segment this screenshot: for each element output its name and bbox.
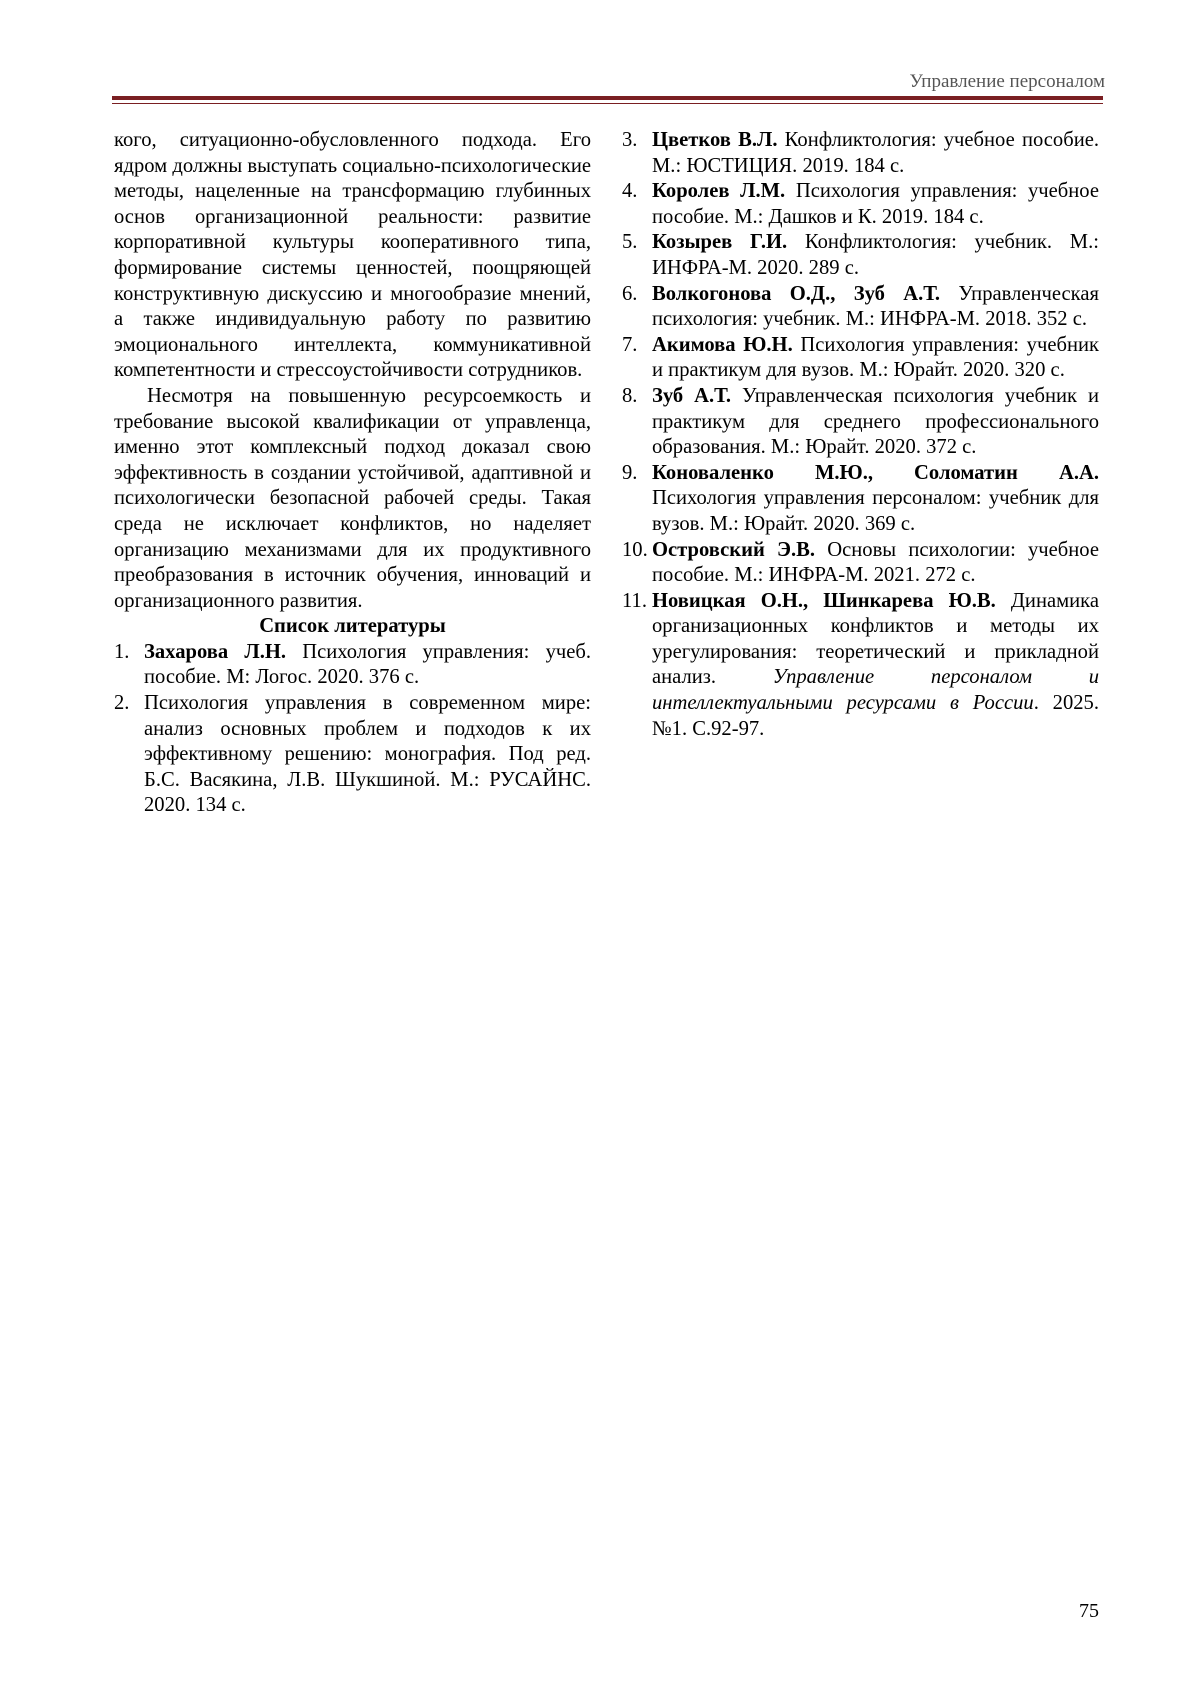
reference-text: Психология управления в современном мире: анализ основных проблем и подходов к их эффективному решению: монография. Под ред. Б.С. Васякина, Л.В. Шукшиной. М.: РУСАЙНС. 2020. 134 с. — [144, 692, 591, 817]
reference-item-3 — [622, 128, 1099, 179]
reference-item-11 — [622, 589, 1099, 743]
left-column — [114, 128, 591, 819]
reference-number: 1. — [114, 640, 130, 663]
reference-text: Управленческая психология: учебник. М.: ИНФРА-М. 2018. 352 с. — [652, 282, 1099, 331]
reference-item-5 — [622, 230, 1099, 281]
reference-author: Коноваленко М.Ю., Соломатин А.А. — [652, 461, 1099, 484]
reference-author: Островский Э.В. — [652, 538, 816, 561]
header-rule-thin — [112, 103, 1103, 104]
reference-text: Психология управления персоналом: учебник для вузов. М.: Юрайт. 2020. 369 с. — [652, 487, 1099, 535]
reference-item-6 — [622, 282, 1099, 333]
reference-text: Основы психологии: учебное пособие. М.: ИНФРА-М. 2021. 272 с. — [652, 538, 1099, 587]
reference-item-2 — [114, 691, 591, 819]
reference-author: Королев Л.М. — [652, 180, 786, 203]
reference-text: Психология управления: учеб. пособие. М: Логос. 2020. 376 с. — [144, 640, 592, 689]
reference-number: 4. — [622, 180, 638, 203]
header-rule-thick — [112, 96, 1103, 100]
reference-number: 2. — [114, 692, 130, 715]
body-paragraph-2: Несмотря на повышенную ресурсоемкость и требование высокой квалификации от управленца, именно этот комплексный подход доказал свою эффективность в создании устойчивой, адаптивной и психологически безопасной рабочей среды. Такая среда не исключает конфликтов, но наделяет организацию механизмами для их продуктивного преобразования в источник обучения, инноваций и организационного развития. — [114, 384, 591, 612]
reference-number: 11. — [622, 589, 647, 612]
reference-list-right — [622, 128, 1099, 742]
reference-author: Захарова Л.Н. — [144, 640, 287, 663]
reference-number: 6. — [622, 282, 638, 305]
reference-author: Новицкая О.Н., Шинкарева Ю.В. — [652, 589, 996, 612]
reference-author: Зуб А.Т. — [652, 384, 731, 407]
reference-number: 5. — [622, 231, 638, 254]
reference-author: Цветков В.Л. — [652, 129, 778, 151]
reference-number: 8. — [622, 384, 638, 407]
reference-author: Акимова Ю.Н. — [652, 333, 793, 356]
reference-text: Психология управления: учебник и практикум для вузов. М.: Юрайт. 2020. 320 с. — [652, 333, 1099, 382]
reference-number: 9. — [622, 461, 638, 484]
reference-number: 10. — [622, 538, 648, 561]
reference-item-7 — [622, 333, 1099, 384]
references-title: Список литературы — [259, 615, 446, 638]
reference-item-10 — [622, 538, 1099, 589]
reference-text: Конфликтология: учебное пособие. М.: ЮСТИЦИЯ. 2019. 184 с. — [652, 129, 1099, 177]
reference-item-9 — [622, 461, 1099, 538]
reference-text: Динамика организационных конфликтов и методы их урегулирования: теоретический и прикладной анализ. — [652, 589, 1099, 689]
right-column — [622, 128, 1099, 742]
reference-item-8 — [622, 384, 1099, 461]
reference-text-end: . 2025. №1. С.92-97. — [652, 692, 1099, 740]
page-number: 75 — [1079, 1600, 1099, 1622]
reference-item-1 — [114, 640, 591, 691]
reference-text: Конфликтология: учебник. М.: ИНФРА-М. 2020. 289 с. — [652, 231, 1099, 279]
reference-text: Управленческая психология учебник и практикум для среднего профессионального образования. М.: Юрайт. 2020. 372 с. — [652, 384, 1099, 459]
reference-list-left — [114, 640, 591, 819]
reference-author: Козырев Г.И. — [652, 231, 788, 254]
reference-item-4 — [622, 179, 1099, 230]
reference-number: 3. — [622, 129, 638, 151]
reference-journal: Управление персоналом и интеллектуальными ресурсами в России — [652, 666, 1099, 715]
journal-title: Управление персоналом — [909, 71, 1105, 92]
body-paragraph-1: кого, ситуационно-обусловленного подхода. Его ядром должны выступать социально-психологические методы, нацеленные на трансформацию глубинных основ организационной реальности: развитие корпоративной культуры кооперативного типа, формирование системы ценностей, поощряющей конструктивную дискуссию и многообразие мнений, а также индивидуальную работу по развитию эмоционального интеллекта, коммуникативной компетентности и стрессоустойчивости сотрудников. — [114, 129, 591, 382]
reference-number: 7. — [622, 333, 638, 356]
reference-text: Психология управления: учебное пособие. М.: Дашков и К. 2019. 184 с. — [652, 180, 1099, 228]
reference-author: Волкогонова О.Д., Зуб А.Т. — [652, 282, 941, 305]
